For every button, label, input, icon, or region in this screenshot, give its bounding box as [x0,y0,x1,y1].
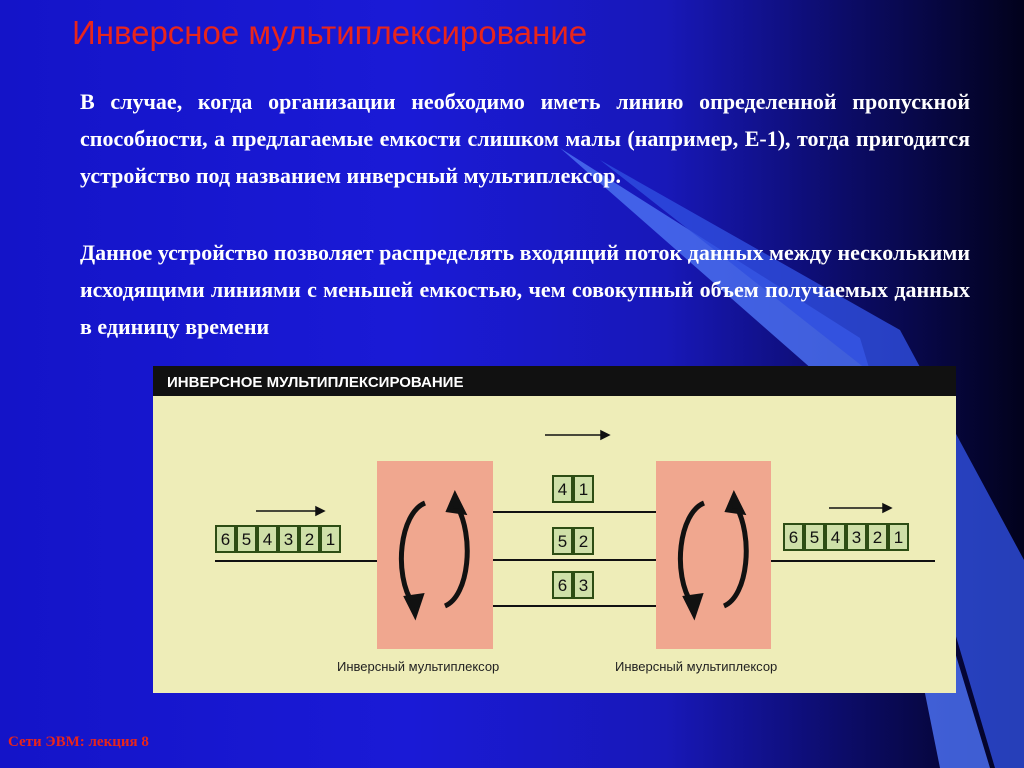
input-packet-cell-label: 5 [241,530,252,549]
input-packet-cell-label: 3 [283,530,294,549]
left-mux-label: Инверсный мультиплексор [337,659,500,674]
output-packet-cell-label: 6 [788,528,799,547]
channel-3-packet-cell-label: 3 [578,576,589,595]
diagram-header: ИНВЕРСНОЕ МУЛЬТИПЛЕКСИРОВАНИЕ [167,374,464,391]
slide-title: Инверсное мультиплексирование [72,14,588,51]
output-packet-cell-label: 2 [872,528,883,547]
channel-1-packet-cell-label: 1 [578,480,589,499]
output-packet-cell-label: 5 [809,528,820,547]
paragraph-description: Данное устройство позволяет распределять входящий поток данных между несколькими исходящими линиями с меньшей емкостью, чем совокупный объем получаемых данных в единицу времени [80,240,970,339]
input-packet-cell-label: 2 [304,530,315,549]
right-mux-label: Инверсный мультиплексор [615,659,778,674]
input-packet-cell-label: 1 [325,530,336,549]
input-packet-cell-label: 4 [262,530,273,549]
output-packet-cell-label: 4 [830,528,841,547]
inverse-mux-diagram [153,366,956,693]
channel-2-packet-cell-label: 2 [578,532,589,551]
paragraph-intro: В случае, когда организации необходимо иметь линию определенной пропускной способности, а предлагаемые емкости слишком малы (например, Е-1), тогда пригодится устройство под названием инверсный мультиплексор. [80,89,970,188]
right-mux-box [656,461,771,649]
slide-footer: Сети ЭВМ: лекция 8 [8,734,149,750]
channel-1-packet-cell-label: 4 [557,480,568,499]
output-packet-cell-label: 3 [851,528,862,547]
input-packet-cell-label: 6 [220,530,231,549]
channel-3-packet-cell-label: 6 [557,576,568,595]
left-mux-box [377,461,493,649]
channel-2-packet-cell-label: 5 [557,532,568,551]
output-packet-cell-label: 1 [893,528,904,547]
